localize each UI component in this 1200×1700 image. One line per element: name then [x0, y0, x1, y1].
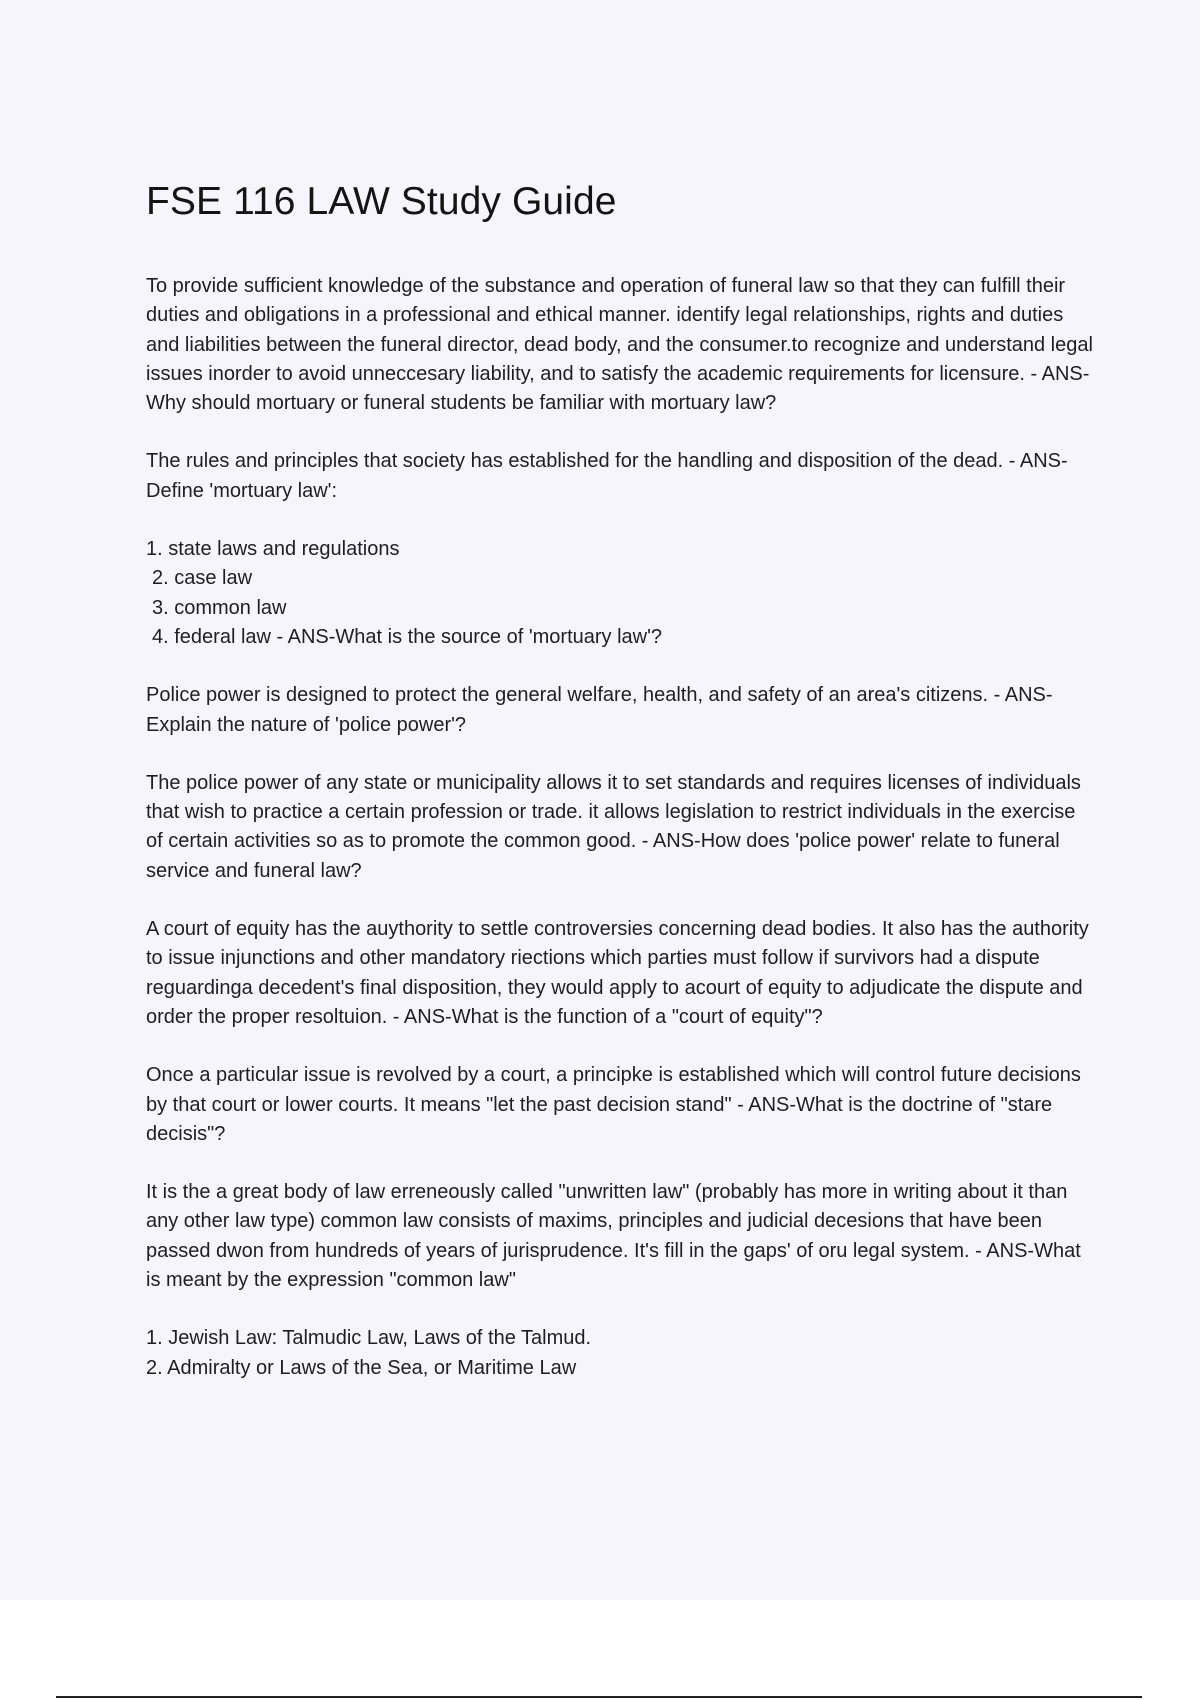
list-item: 2. case law	[152, 567, 253, 590]
list-item: 4. federal law - ANS-What is the source of 'mortuary law'?	[152, 625, 663, 648]
document-body	[146, 180, 1096, 1412]
paragraph-police-power-nature: Police power is designed to protect the general welfare, health, and safety of an area's citizens. - ANS-Explain the nature of 'police power'?	[146, 684, 1053, 736]
paragraph-stare-decisis: Once a particular issue is revolved by a court, a principke is established which will control future decisions by that court or lower courts. It means "let the past decision stand" - ANS-What is the doctrine of "stare decisis"?	[146, 1064, 1081, 1145]
list-item: 3. common law	[152, 596, 287, 619]
list-item: 1. state laws and regulations	[146, 538, 400, 561]
footer-divider	[56, 1696, 1142, 1698]
list-law-types	[146, 1324, 1096, 1383]
paragraph-why-study: To provide sufficient knowledge of the substance and operation of funeral law so that they can fulfill their duties and obligations in a professional and ethical manner. identify legal relationships, rights and duties and liabilities between the funeral director, dead body, and the consumer.to recognize and understand legal issues inorder to avoid unneccesary liability, and to satisfy the academic requirements for licensure. - ANS-Why should mortuary or funeral students be familiar with mortuary law?	[146, 275, 1093, 415]
paragraph-court-of-equity: A court of equity has the auythority to settle controversies concerning dead bodies. It also has the authority to issue injunctions and other mandatory riections which parties must follow if survivors had a dispute reguardinga decedent's final disposition, they would apply to acourt of equity to adjudicate the dispute and order the proper resoltuion. - ANS-What is the function of a "court of equity"?	[146, 918, 1089, 1028]
paragraph-define-mortuary-law: The rules and principles that society has established for the handling and disposition of the dead. - ANS-Define 'mortuary law':	[146, 450, 1068, 502]
paragraph-common-law: It is the a great body of law erreneously called "unwritten law" (probably has more in writing about it than any other law type) common law consists of maxims, principles and judicial decesions that have been passed dwon from hundreds of years of jurisprudence. It's fill in the gaps' of oru legal system. - ANS-What is meant by the expression "common law"	[146, 1181, 1081, 1292]
list-sources-of-law	[146, 535, 1096, 652]
paragraph-police-power-relation: The police power of any state or municipality allows it to set standards and requires licenses of individuals that wish to practice a certain profession or trade. it allows legislation to restrict individuals in the exercise of certain activities so as to promote the common good. - ANS-How does 'police power' relate to funeral service and funeral law?	[146, 771, 1081, 882]
list-item: 1. Jewish Law: Talmudic Law, Laws of the Talmud.	[146, 1327, 592, 1350]
document-title: FSE 116 LAW Study Guide	[146, 180, 617, 223]
list-item: 2. Admiralty or Laws of the Sea, or Maritime Law	[146, 1356, 577, 1379]
